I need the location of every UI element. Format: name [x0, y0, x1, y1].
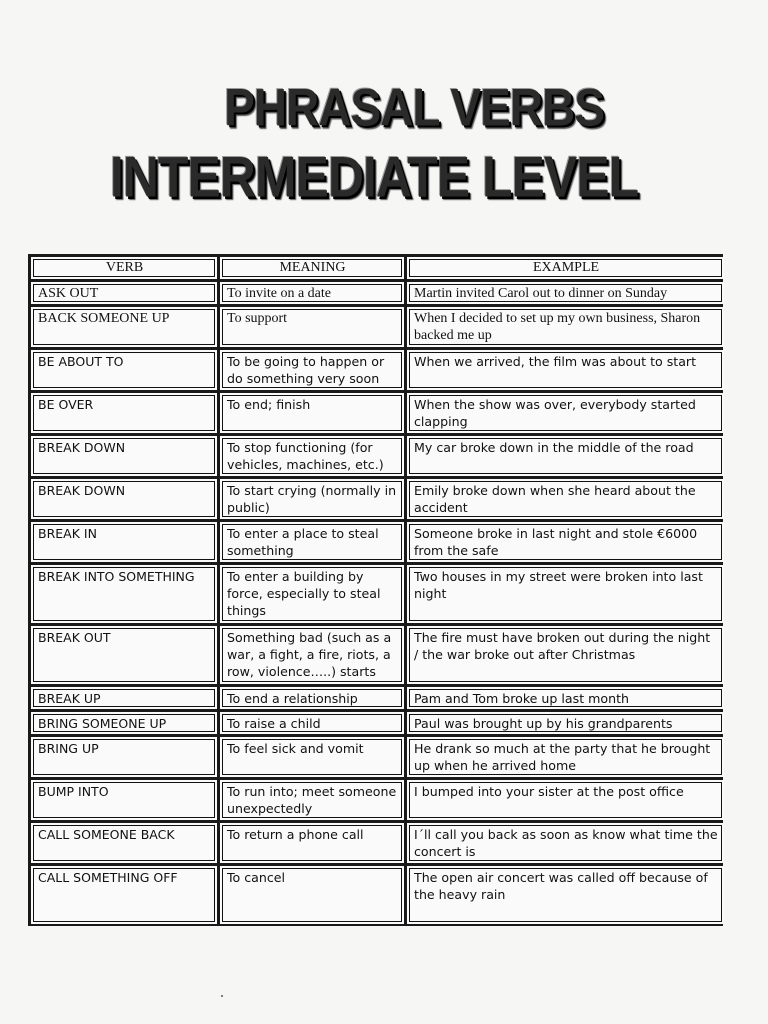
table-cell-verb: CALL SOMEONE BACK	[31, 823, 217, 863]
table-cell-example: When we arrived, the film was about to start	[407, 350, 724, 390]
table-cell-verb: BACK SOMEONE UP	[31, 307, 217, 347]
phrasal-verbs-table	[28, 254, 723, 926]
table-cell-example: Martin invited Carol out to dinner on Sunday	[407, 282, 724, 304]
table-cell-verb: BREAK OUT	[31, 626, 217, 684]
table-cell-verb: BREAK UP	[31, 687, 217, 709]
table-cell-meaning: To end; finish	[220, 393, 404, 433]
table-cell-meaning: To end a relationship	[220, 687, 404, 709]
table-cell-example: Emily broke down when she heard about the accident	[407, 479, 724, 519]
title-block	[0, 77, 768, 210]
table-cell-verb: BRING UP	[31, 737, 217, 777]
title-line-2: INTERMEDIATE LEVEL	[109, 144, 639, 210]
table-cell-meaning: To be going to happen or do something very soon	[220, 350, 404, 390]
title-line-1: PHRASAL VERBS	[224, 77, 604, 137]
table-cell-example: Two houses in my street were broken into last night	[407, 565, 724, 623]
table-grid	[31, 257, 720, 923]
table-cell-meaning: To support	[220, 307, 404, 347]
table-cell-meaning: Something bad (such as a war, a fight, a fire, riots, a row, violence…..) starts	[220, 626, 404, 684]
table-cell-meaning: To stop functioning (for vehicles, machines, etc.)	[220, 436, 404, 476]
header-verb: VERB	[31, 257, 217, 279]
table-cell-verb: BREAK INTO SOMETHING	[31, 565, 217, 623]
table-cell-example: I´ll call you back as soon as know what time the concert is	[407, 823, 724, 863]
table-cell-example: He drank so much at the party that he brought up when he arrived home	[407, 737, 724, 777]
header-meaning: MEANING	[220, 257, 404, 279]
table-cell-example: My car broke down in the middle of the road	[407, 436, 724, 476]
table-cell-meaning: To feel sick and vomit	[220, 737, 404, 777]
table-cell-example: Paul was brought up by his grandparents	[407, 712, 724, 734]
table-cell-meaning: To start crying (normally in public)	[220, 479, 404, 519]
table-cell-example: When the show was over, everybody started clapping	[407, 393, 724, 433]
table-cell-meaning: To raise a child	[220, 712, 404, 734]
table-cell-example: When I decided to set up my own business, Sharon backed me up	[407, 307, 724, 347]
table-cell-verb: BREAK DOWN	[31, 436, 217, 476]
table-cell-verb: BREAK DOWN	[31, 479, 217, 519]
table-cell-example: Someone broke in last night and stole €6000 from the safe	[407, 522, 724, 562]
table-cell-meaning: To invite on a date	[220, 282, 404, 304]
table-cell-verb: ASK OUT	[31, 282, 217, 304]
table-cell-verb: BUMP INTO	[31, 780, 217, 820]
table-cell-verb: BE ABOUT TO	[31, 350, 217, 390]
table-cell-meaning: To enter a building by force, especially to steal things	[220, 565, 404, 623]
table-cell-meaning: To cancel	[220, 866, 404, 924]
table-cell-example: Pam and Tom broke up last month	[407, 687, 724, 709]
table-cell-example: The fire must have broken out during the night / the war broke out after Christmas	[407, 626, 724, 684]
table-cell-meaning: To return a phone call	[220, 823, 404, 863]
scan-speck	[221, 995, 223, 997]
table-cell-verb: CALL SOMETHING OFF	[31, 866, 217, 924]
table-cell-example: I bumped into your sister at the post office	[407, 780, 724, 820]
header-example: EXAMPLE	[407, 257, 724, 279]
table-cell-verb: BREAK IN	[31, 522, 217, 562]
table-cell-meaning: To run into; meet someone unexpectedly	[220, 780, 404, 820]
table-cell-verb: BRING SOMEONE UP	[31, 712, 217, 734]
table-cell-meaning: To enter a place to steal something	[220, 522, 404, 562]
table-cell-example: The open air concert was called off because of the heavy rain	[407, 866, 724, 924]
table-cell-verb: BE OVER	[31, 393, 217, 433]
